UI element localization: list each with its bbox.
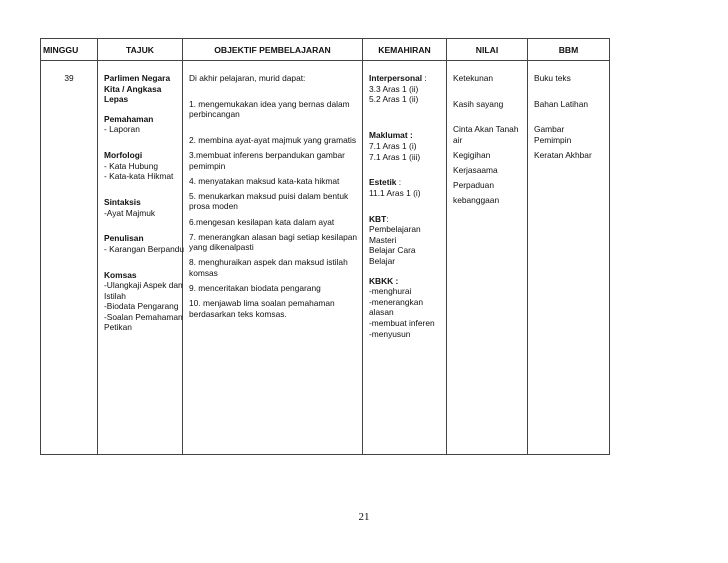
cell-text-line: - Laporan: [104, 124, 140, 135]
cell-text-line: Belajar Cara: [369, 245, 416, 256]
cell-text-line: Masteri: [369, 234, 397, 245]
cell-text-line: perbincangan: [189, 109, 240, 120]
line-gap: [104, 105, 179, 114]
cell-text-line: Morfologi: [104, 150, 143, 161]
cell-text-line: Kerjasaama: [453, 165, 498, 176]
cell-bbm: [528, 61, 610, 455]
cell-text-line: Parlimen Negara: [104, 73, 171, 83]
cell-text-line: 2. membina ayat-ayat majmuk yang gramatis: [189, 134, 357, 145]
cell-text-line: Kegigihan: [453, 150, 491, 161]
cell-text-line: 7. menerangkan alasan bagi setiap kesilapan: [189, 231, 358, 242]
cell-text-line: Estetik :: [369, 177, 402, 188]
cell-text-line: Maklumat :: [369, 130, 413, 141]
cell-text-line: [369, 120, 443, 131]
line-gap: [369, 267, 443, 276]
cell-text-line: [369, 167, 443, 178]
cell-text-line: Pemimpin: [534, 134, 572, 145]
cell-tajuk: [98, 61, 183, 455]
cell-text-line: alasan: [369, 307, 394, 318]
cell-text-line: Bahan Latihan: [534, 98, 589, 109]
cell-text-line: Ketekunan: [453, 73, 494, 83]
cell-text-line: Keratan Akhbar: [534, 150, 592, 161]
cell-text-line: [104, 186, 179, 197]
header-bbm: BBM: [528, 39, 610, 61]
cell-text-line: [453, 114, 524, 125]
cell-text-line: 5. menukarkan maksud puisi dalam bentuk: [189, 190, 349, 201]
lesson-plan-table: [40, 38, 610, 455]
cell-text-line: prosa moden: [189, 201, 238, 212]
header-row: [41, 39, 610, 61]
cell-text-line: air: [453, 134, 463, 145]
header-objektif: OBJEKTIF PEMBELAJARAN: [183, 39, 363, 61]
cell-text-line: KBT:: [369, 213, 389, 224]
cell-text-line: kebanggaan: [453, 195, 500, 206]
cell-text-line: Perpaduan: [453, 180, 494, 191]
cell-text-line: - Kata-kata Hikmat: [104, 171, 174, 182]
cell-text-line: yang dikenalpasti: [189, 242, 254, 253]
cell-text-line: [369, 203, 443, 214]
cell-text-line: [453, 88, 524, 99]
cell-text-line: Pembelajaran: [369, 224, 421, 235]
cell-text-line: [189, 84, 359, 95]
cell-text-line: berdasarkan teks komsas.: [189, 308, 287, 319]
cell-text-line: 8. menghuraikan aspek dan maksud istilah: [189, 257, 348, 268]
header-nilai: NILAI: [447, 39, 528, 61]
cell-text-line: [534, 114, 606, 125]
cell-text-line: Sintaksis: [104, 196, 141, 207]
cell-text-line: 1. mengemukakan idea yang bernas dalam: [189, 98, 350, 109]
cell-text-line: [104, 259, 179, 270]
cell-text-line: pemimpin: [189, 160, 226, 171]
cell-text-line: Kita / Angkasa: [104, 83, 162, 94]
cell-text-line: KBKK :: [369, 275, 399, 286]
cell-text-line: 3.membuat inferens berpandukan gambar: [189, 150, 345, 161]
cell-text-line: Kasih sayang: [453, 98, 504, 109]
cell-objektif: [183, 61, 363, 455]
header-kemahiran: KEMAHIRAN: [363, 39, 447, 61]
cell-text-line: Belajar: [369, 256, 396, 266]
cell-nilai: [447, 61, 528, 455]
cell-text-line: -menerangkan: [369, 296, 424, 307]
cell-text-line: -menghurai: [369, 286, 412, 297]
cell-text-line: Cinta Akan Tanah: [453, 124, 519, 135]
cell-text-line: 7.1 Aras 1 (i): [369, 141, 417, 152]
cell-text-line: -menyusun: [369, 328, 411, 339]
cell-text-line: Komsas: [104, 269, 137, 280]
week-number: 39: [64, 73, 74, 83]
cell-text-line: -Biodata Pengarang: [104, 301, 179, 312]
cell-text-line: Petikan: [104, 322, 132, 333]
cell-text-line: 11.1 Aras 1 (i): [369, 187, 421, 198]
cell-text-line: Gambar: [534, 124, 565, 135]
cell-text-line: [189, 124, 359, 135]
cell-text-line: Interpersonal :: [369, 73, 427, 83]
cell-text-line: komsas: [189, 267, 218, 278]
cell-text-line: Istilah: [104, 290, 126, 301]
cell-text-line: [104, 139, 179, 150]
cell-kemahiran: [363, 61, 447, 455]
cell-text-line: 6.mengesan kesilapan kata dalam ayat: [189, 216, 335, 227]
cell-text-line: - Kata Hubung: [104, 160, 159, 171]
cell-text-line: 4. menyatakan maksud kata-kata hikmat: [189, 175, 340, 186]
cell-text-line: Penulisan: [104, 233, 144, 244]
cell-text-line: Di akhir pelajaran, murid dapat:: [189, 73, 306, 83]
header-minggu: MINGGU: [41, 39, 98, 61]
cell-text-line: 5.2 Aras 1 (ii): [369, 94, 419, 105]
cell-text-line: -membuat inferen: [369, 317, 435, 328]
cell-text-line: Lepas: [104, 94, 129, 105]
cell-text-line: -Ayat Majmuk: [104, 207, 156, 218]
cell-text-line: 7.1 Aras 1 (iii): [369, 151, 421, 162]
cell-text-line: Buku teks: [534, 73, 571, 83]
cell-text-line: -Ulangkaji Aspek dan: [104, 280, 183, 291]
cell-text-line: 9. menceritakan biodata pengarang: [189, 283, 321, 293]
cell-text-line: Pemahaman: [104, 113, 154, 124]
header-tajuk: TAJUK: [98, 39, 183, 61]
cell-minggu: [41, 61, 98, 455]
cell-text-line: -Soalan Pemahaman: [104, 311, 183, 322]
cell-text-line: [534, 88, 606, 99]
cell-text-line: [104, 223, 179, 234]
page-number: 21: [358, 511, 370, 523]
cell-text-line: 10. menjawab lima soalan pemahaman: [189, 298, 335, 309]
table-row: [41, 61, 610, 455]
cell-text-line: 3.3 Aras 1 (ii): [369, 83, 419, 94]
cell-text-line: [369, 109, 443, 120]
cell-text-line: - Karangan Berpandu: [104, 243, 185, 254]
